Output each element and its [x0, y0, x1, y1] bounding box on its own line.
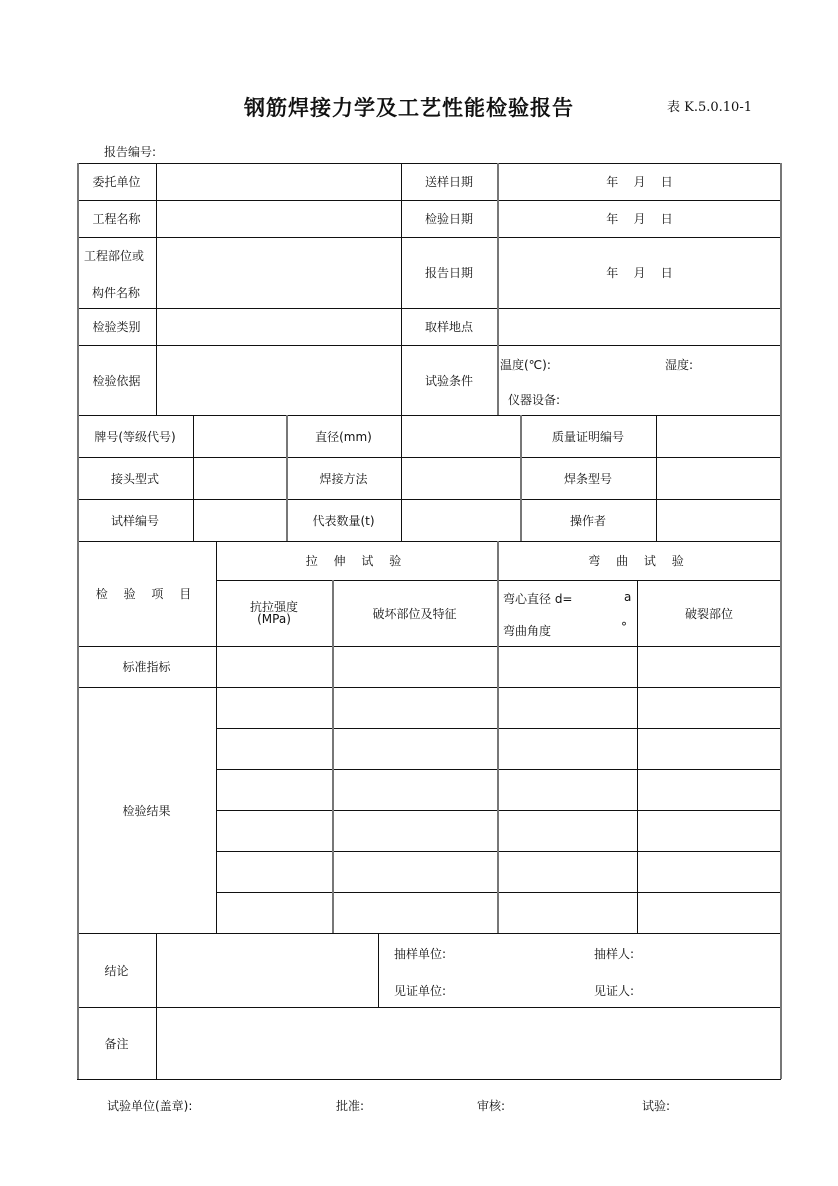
bend-diameter-label: 弯心直径 d=	[503, 592, 573, 606]
weld-method-label: 焊接方法	[319, 471, 368, 486]
result-cell[interactable]	[333, 893, 497, 933]
operator-field[interactable]	[657, 500, 780, 541]
tensile-test-text: 拉 伸 试 验	[305, 554, 408, 568]
report-date-field[interactable]: 年 月 日	[606, 266, 673, 280]
part-label-line2: 构件名称	[92, 286, 141, 300]
standard-fracture-field[interactable]	[638, 647, 780, 687]
result-cell[interactable]	[333, 852, 497, 892]
electrode-label: 焊条型号	[563, 471, 612, 486]
conditions-label: 试验条件	[424, 373, 473, 388]
bend-angle-unit: °	[621, 620, 627, 634]
col-divider	[378, 933, 379, 1007]
conclusion-field[interactable]	[157, 934, 378, 1007]
bend-test-label	[497, 541, 781, 580]
result-cell[interactable]	[333, 729, 497, 769]
result-cell[interactable]	[333, 811, 497, 851]
test-date-field[interactable]: 年 月 日	[606, 212, 673, 226]
project-field[interactable]	[157, 201, 401, 237]
lab-unit-label: 试验单位(盖章):	[107, 1099, 193, 1113]
category-label: 检验类别	[92, 320, 141, 334]
humidity-label: 湿度:	[665, 358, 694, 372]
part-field[interactable]	[157, 238, 401, 308]
test-items-text: 检 验 项 目	[95, 587, 198, 601]
standard-label: 标准指标	[122, 660, 171, 674]
remarks-field[interactable]	[157, 1008, 780, 1079]
result-cell[interactable]	[498, 770, 637, 810]
standard-failure-field[interactable]	[333, 647, 497, 687]
client-field[interactable]	[157, 164, 401, 200]
test-items-label	[77, 541, 216, 646]
result-cell[interactable]	[217, 893, 332, 933]
test-date-label: 检验日期	[424, 212, 473, 226]
tensile-strength-line2: (MPa)	[257, 612, 291, 626]
result-cell[interactable]	[638, 770, 780, 810]
diameter-field[interactable]	[402, 416, 520, 457]
bend-diameter-unit: a	[624, 590, 632, 604]
remarks-label: 备注	[104, 1036, 129, 1051]
form-code: 表 K.5.0.10-1	[667, 100, 752, 115]
witness-unit-label: 见证单位:	[394, 984, 447, 998]
quality-cert-label: 质量证明编号	[551, 429, 624, 444]
joint-type-label: 接头型式	[110, 471, 159, 486]
weld-method-field[interactable]	[402, 458, 520, 499]
basis-label: 检验依据	[92, 373, 141, 388]
approve-label: 批准:	[336, 1099, 365, 1113]
standard-tensile-field[interactable]	[217, 647, 332, 687]
grade-label: 牌号(等级代号)	[94, 429, 176, 444]
result-cell[interactable]	[217, 811, 332, 851]
sampler-label: 抽样人:	[594, 947, 635, 961]
result-cell[interactable]	[638, 893, 780, 933]
send-date-label: 送样日期	[424, 175, 473, 189]
sampling-unit-label: 抽样单位:	[394, 947, 447, 961]
client-label: 委托单位	[92, 175, 141, 189]
project-label: 工程名称	[92, 212, 141, 226]
diameter-label: 直径(mm)	[315, 429, 372, 444]
result-cell[interactable]	[217, 729, 332, 769]
result-cell[interactable]	[498, 729, 637, 769]
basis-field[interactable]	[157, 346, 401, 415]
result-cell[interactable]	[498, 688, 637, 728]
table-border-bottom	[77, 1079, 781, 1080]
result-cell[interactable]	[217, 852, 332, 892]
equipment-label: 仪器设备:	[508, 393, 561, 407]
result-cell[interactable]	[217, 688, 332, 728]
grade-field[interactable]	[194, 416, 286, 457]
fracture-header: 破裂部位	[684, 606, 733, 621]
sampling-site-label: 取样地点	[424, 320, 473, 334]
bend-angle-label: 弯曲角度	[503, 624, 552, 638]
result-cell[interactable]	[638, 729, 780, 769]
standard-bend-field[interactable]	[498, 647, 637, 687]
result-cell[interactable]	[498, 893, 637, 933]
result-cell[interactable]	[498, 852, 637, 892]
quality-cert-field[interactable]	[657, 416, 780, 457]
result-cell[interactable]	[333, 688, 497, 728]
results-label: 检验结果	[122, 803, 171, 818]
page-title: 钢筋焊接力学及工艺性能检验报告	[244, 96, 574, 120]
part-label-line1: 工程部位或	[84, 249, 145, 263]
conclusion-label: 结论	[104, 963, 129, 978]
sample-no-label: 试样编号	[110, 513, 159, 528]
temperature-label: 温度(℃):	[500, 358, 551, 372]
sampling-site-field[interactable]	[498, 309, 781, 345]
quantity-label: 代表数量(t)	[312, 513, 375, 528]
witness-label: 见证人:	[594, 984, 635, 998]
category-field[interactable]	[157, 309, 401, 345]
sample-no-field[interactable]	[194, 500, 286, 541]
review-label: 审核:	[477, 1099, 506, 1113]
result-cell[interactable]	[498, 811, 637, 851]
result-cell[interactable]	[217, 770, 332, 810]
quantity-field[interactable]	[402, 500, 520, 541]
failure-header: 破坏部位及特征	[372, 606, 457, 621]
send-date-field[interactable]: 年 月 日	[606, 175, 673, 189]
electrode-field[interactable]	[657, 458, 780, 499]
tensile-strength-header	[216, 580, 332, 646]
result-cell[interactable]	[638, 852, 780, 892]
bend-test-text: 弯 曲 试 验	[588, 554, 690, 568]
tensile-strength-line1: 抗拉强度	[249, 600, 298, 614]
result-cell[interactable]	[638, 811, 780, 851]
report-number-label: 报告编号:	[104, 145, 157, 159]
tensile-test-label	[216, 541, 497, 580]
tester-label: 试验:	[642, 1099, 671, 1113]
result-cell[interactable]	[638, 688, 780, 728]
joint-type-field[interactable]	[194, 458, 286, 499]
report-date-label: 报告日期	[424, 266, 473, 280]
result-cell[interactable]	[333, 770, 497, 810]
operator-label: 操作者	[569, 513, 606, 528]
